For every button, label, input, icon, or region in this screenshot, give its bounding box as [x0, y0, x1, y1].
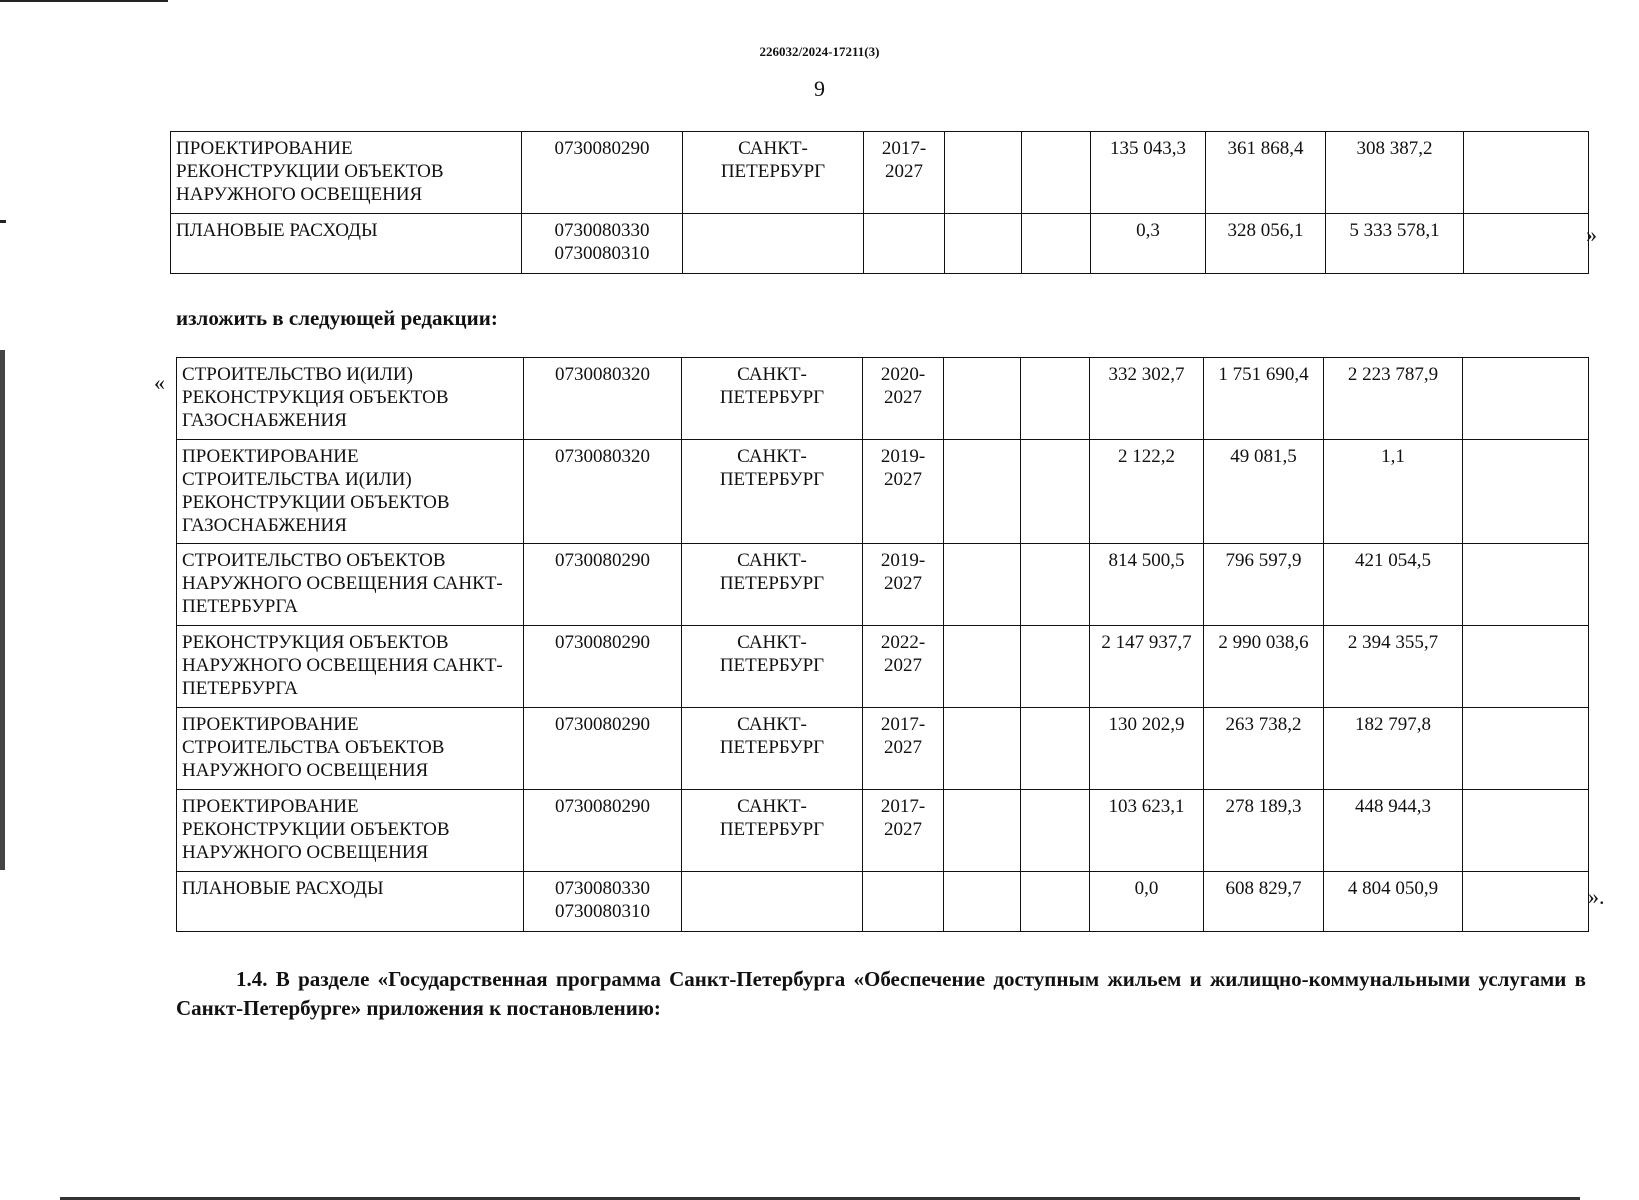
- cell-value-1: 130 202,9: [1090, 708, 1204, 790]
- cell-value-2: 328 056,1: [1206, 214, 1326, 274]
- cell-empty: [944, 358, 1021, 440]
- cell-value-2: 608 829,7: [1204, 872, 1324, 932]
- cell-value-2: 278 189,3: [1204, 790, 1324, 872]
- table-body: [177, 358, 1589, 932]
- cell-value-3: 5 333 578,1: [1326, 214, 1464, 274]
- cell-empty: [1463, 708, 1589, 790]
- cell-empty: [1464, 214, 1589, 274]
- cell-code: 0730080290: [522, 132, 683, 214]
- cell-value-3: 448 944,3: [1324, 790, 1463, 872]
- table-row: [177, 708, 1589, 790]
- cell-value-2: 796 597,9: [1204, 544, 1324, 626]
- cell-name: РЕКОНСТРУКЦИЯ ОБЪЕКТОВ НАРУЖНОГО ОСВЕЩЕНИЯ САНКТ-ПЕТЕРБУРГА: [177, 626, 524, 708]
- cell-value-2: 49 081,5: [1204, 440, 1324, 544]
- cell-name: ПРОЕКТИРОВАНИЕ РЕКОНСТРУКЦИИ ОБЪЕКТОВ НАРУЖНОГО ОСВЕЩЕНИЯ: [177, 790, 524, 872]
- cell-location: [683, 214, 864, 274]
- cell-code: 0730080290: [524, 708, 682, 790]
- table-row: [171, 132, 1589, 214]
- cell-empty: [1021, 790, 1090, 872]
- cell-location: САНКТ-ПЕТЕРБУРГ: [682, 626, 863, 708]
- table-row: [177, 872, 1589, 932]
- cell-empty: [944, 708, 1021, 790]
- cell-name: СТРОИТЕЛЬСТВО И(ИЛИ) РЕКОНСТРУКЦИЯ ОБЪЕКТОВ ГАЗОСНАБЖЕНИЯ: [177, 358, 524, 440]
- cell-empty: [944, 790, 1021, 872]
- cell-empty: [944, 544, 1021, 626]
- cell-years: 2019-2027: [863, 544, 944, 626]
- paragraph-1-4: 1.4. В разделе «Государственная программа Санкт-Петербурга «Обеспечение доступным жильем и жилищно-коммунальными услугами в Санкт-Петербурге» приложения к постановлению:: [176, 967, 1586, 1020]
- cell-value-1: 2 122,2: [1090, 440, 1204, 544]
- cell-empty: [944, 872, 1021, 932]
- cell-years: [863, 872, 944, 932]
- table-new-edition: [176, 357, 1589, 932]
- cell-name: СТРОИТЕЛЬСТВО ОБЪЕКТОВ НАРУЖНОГО ОСВЕЩЕНИЯ САНКТ-ПЕТЕРБУРГА: [177, 544, 524, 626]
- cell-location: САНКТ-ПЕТЕРБУРГ: [682, 544, 863, 626]
- table-row: [177, 790, 1589, 872]
- cell-location: САНКТ-ПЕТЕРБУРГ: [683, 132, 864, 214]
- cell-value-3: 4 804 050,9: [1324, 872, 1463, 932]
- intro-text: изложить в следующей редакции:: [176, 306, 498, 330]
- cell-value-1: 332 302,7: [1090, 358, 1204, 440]
- cell-value-2: 361 868,4: [1206, 132, 1326, 214]
- cell-empty: [1021, 358, 1090, 440]
- cell-years: [864, 214, 945, 274]
- cell-empty: [945, 132, 1022, 214]
- document-code: 226032/2024-17211(3): [759, 44, 880, 59]
- cell-value-1: 103 623,1: [1090, 790, 1204, 872]
- scan-artifact-dot: [0, 220, 6, 223]
- cell-name: ПРОЕКТИРОВАНИЕ СТРОИТЕЛЬСТВА И(ИЛИ) РЕКОНСТРУКЦИИ ОБЪЕКТОВ ГАЗОСНАБЖЕНИЯ: [177, 440, 524, 544]
- cell-empty: [1463, 440, 1589, 544]
- cell-location: САНКТ-ПЕТЕРБУРГ: [682, 358, 863, 440]
- cell-code: 0730080330 0730080310: [522, 214, 683, 274]
- table-body: [171, 132, 1589, 274]
- cell-value-1: 0,0: [1090, 872, 1204, 932]
- cell-empty: [1463, 626, 1589, 708]
- table-row: [177, 626, 1589, 708]
- cell-code: 0730080330 0730080310: [524, 872, 682, 932]
- cell-years: 2022-2027: [863, 626, 944, 708]
- cell-years: 2017-2027: [863, 790, 944, 872]
- cell-value-1: 2 147 937,7: [1090, 626, 1204, 708]
- cell-location: САНКТ-ПЕТЕРБУРГ: [682, 790, 863, 872]
- cell-value-3: 1,1: [1324, 440, 1463, 544]
- scan-artifact-top: [0, 0, 168, 2]
- closing-quote: »: [1586, 222, 1597, 247]
- cell-name: ПЛАНОВЫЕ РАСХОДЫ: [177, 872, 524, 932]
- cell-value-3: 2 223 787,9: [1324, 358, 1463, 440]
- cell-value-3: 182 797,8: [1324, 708, 1463, 790]
- cell-value-2: 2 990 038,6: [1204, 626, 1324, 708]
- cell-code: 0730080320: [524, 440, 682, 544]
- cell-empty: [944, 626, 1021, 708]
- cell-code: 0730080290: [524, 790, 682, 872]
- cell-empty: [945, 214, 1022, 274]
- cell-value-2: 1 751 690,4: [1204, 358, 1324, 440]
- cell-location: САНКТ-ПЕТЕРБУРГ: [682, 440, 863, 544]
- cell-empty: [1021, 440, 1090, 544]
- cell-code: 0730080290: [524, 544, 682, 626]
- cell-empty: [1021, 708, 1090, 790]
- scan-artifact-left-edge: [0, 350, 5, 870]
- cell-value-1: 135 043,3: [1091, 132, 1206, 214]
- cell-code: 0730080290: [524, 626, 682, 708]
- table-row: [177, 358, 1589, 440]
- cell-empty: [1463, 790, 1589, 872]
- cell-empty: [1021, 626, 1090, 708]
- cell-empty: [1463, 544, 1589, 626]
- cell-empty: [1464, 132, 1589, 214]
- cell-code: 0730080320: [524, 358, 682, 440]
- cell-empty: [1022, 132, 1091, 214]
- cell-years: 2017-2027: [864, 132, 945, 214]
- cell-name: ПРОЕКТИРОВАНИЕ СТРОИТЕЛЬСТВА ОБЪЕКТОВ НАРУЖНОГО ОСВЕЩЕНИЯ: [177, 708, 524, 790]
- cell-empty: [1021, 872, 1090, 932]
- cell-empty: [1021, 544, 1090, 626]
- table-row: [171, 214, 1589, 274]
- cell-value-3: 308 387,2: [1326, 132, 1464, 214]
- cell-empty: [1022, 214, 1091, 274]
- cell-name: ПЛАНОВЫЕ РАСХОДЫ: [171, 214, 522, 274]
- cell-empty: [1463, 358, 1589, 440]
- cell-value-1: 0,3: [1091, 214, 1206, 274]
- cell-years: 2020-2027: [863, 358, 944, 440]
- cell-value-3: 2 394 355,7: [1324, 626, 1463, 708]
- cell-years: 2019-2027: [863, 440, 944, 544]
- cell-empty: [1463, 872, 1589, 932]
- cell-location: [682, 872, 863, 932]
- cell-value-1: 814 500,5: [1090, 544, 1204, 626]
- closing-quote: ».: [1588, 884, 1605, 909]
- table-row: [177, 544, 1589, 626]
- cell-empty: [944, 440, 1021, 544]
- cell-location: САНКТ-ПЕТЕРБУРГ: [682, 708, 863, 790]
- page-number: 9: [814, 76, 825, 101]
- cell-value-2: 263 738,2: [1204, 708, 1324, 790]
- table-previous-edition: [170, 131, 1589, 274]
- cell-name: ПРОЕКТИРОВАНИЕ РЕКОНСТРУКЦИИ ОБЪЕКТОВ НАРУЖНОГО ОСВЕЩЕНИЯ: [171, 132, 522, 214]
- cell-years: 2017-2027: [863, 708, 944, 790]
- table-row: [177, 440, 1589, 544]
- opening-quote: «: [154, 370, 165, 395]
- cell-value-3: 421 054,5: [1324, 544, 1463, 626]
